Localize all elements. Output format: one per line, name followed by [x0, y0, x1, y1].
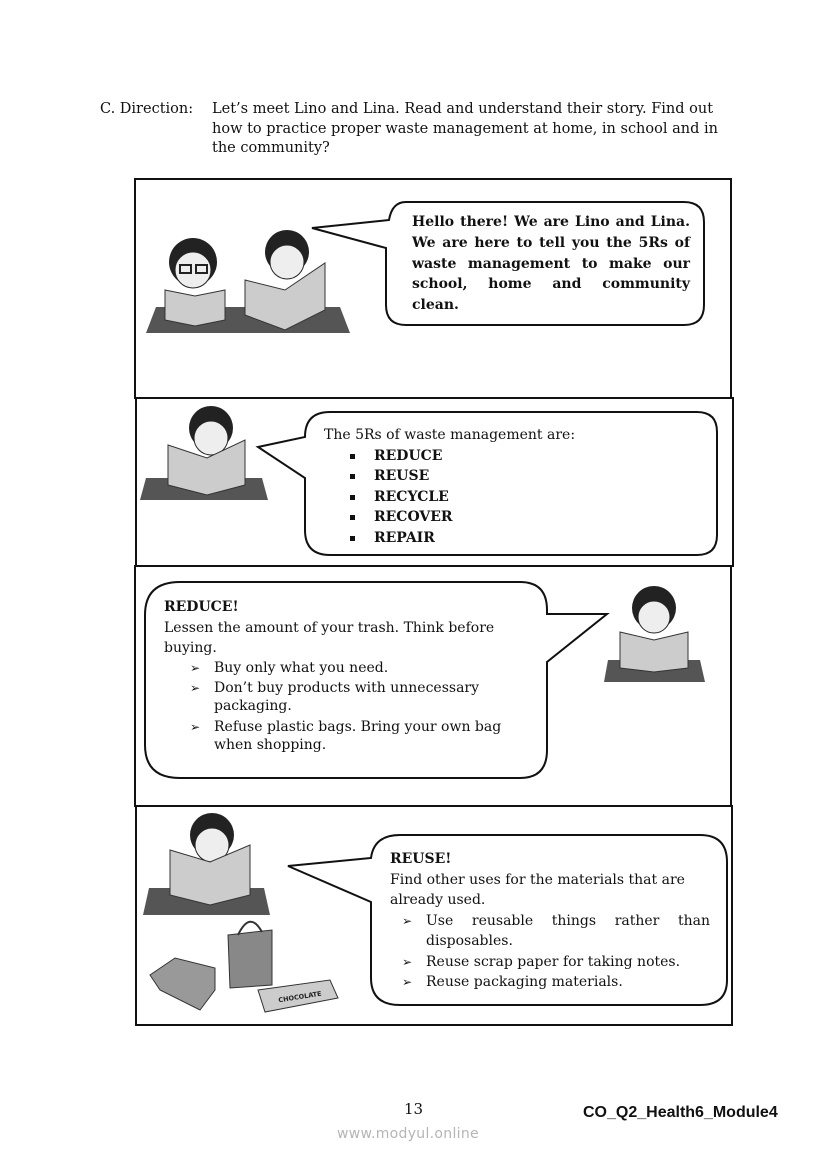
- five-rs-intro: The 5Rs of waste management are:: [324, 427, 576, 443]
- list-item: REPAIR: [350, 528, 704, 549]
- shopping-bag: [228, 930, 272, 988]
- panel-3-speech: [164, 597, 530, 756]
- watermark: www.modyul.online: [337, 1126, 479, 1142]
- list-item: REUSE: [350, 466, 704, 487]
- list-item: ➢ Don’t buy products with unnecessary packaging.: [190, 679, 530, 715]
- reduce-intro: Lessen the amount of your trash. Think before buying.: [164, 619, 495, 656]
- reduce-list: [164, 659, 530, 754]
- list-item: RECOVER: [350, 507, 704, 528]
- chocolate-box-label: CHOCOLATE: [277, 989, 323, 1005]
- list-item: ➢ Reuse scrap paper for taking notes.: [402, 952, 710, 973]
- lina-and-lino-illustration: [146, 230, 350, 333]
- five-rs-list: [324, 446, 704, 549]
- panel-4-speech: [390, 849, 710, 993]
- list-item: ➢ Refuse plastic bags. Bring your own bag when shopping.: [190, 718, 530, 754]
- cardboard-box: [150, 958, 215, 1010]
- list-item: ➢ Reuse packaging materials.: [402, 972, 710, 993]
- list-item: REDUCE: [350, 446, 704, 467]
- direction-label: C. Direction:: [100, 101, 194, 117]
- list-item: ➢ Use reusable things rather than disposables.: [402, 911, 710, 952]
- module-code: CO_Q2_Health6_Module4: [583, 1104, 778, 1121]
- list-item: ➢ Buy only what you need.: [190, 659, 530, 677]
- reuse-list: [390, 911, 710, 993]
- reduce-title: REDUCE!: [164, 599, 239, 615]
- panel-1-speech: Hello there! We are Lino and Lina. We are here to tell you the 5Rs of waste management to make our school, home and community clean.: [412, 214, 690, 314]
- panel-2-speech: [324, 425, 704, 548]
- reuse-title: REUSE!: [390, 851, 452, 867]
- page-number: 13: [404, 1100, 424, 1118]
- direction-text: Let’s meet Lino and Lina. Read and understand their story. Find out how to practice proper waste management at home, in school and in the community?: [212, 101, 718, 156]
- lino-reading-illustration-2: [140, 406, 268, 500]
- lina-reading-illustration: [604, 586, 705, 682]
- list-item: RECYCLE: [350, 487, 704, 508]
- reuse-intro: Find other uses for the materials that are already used.: [390, 871, 685, 908]
- lino-reading-illustration-4: [143, 813, 270, 915]
